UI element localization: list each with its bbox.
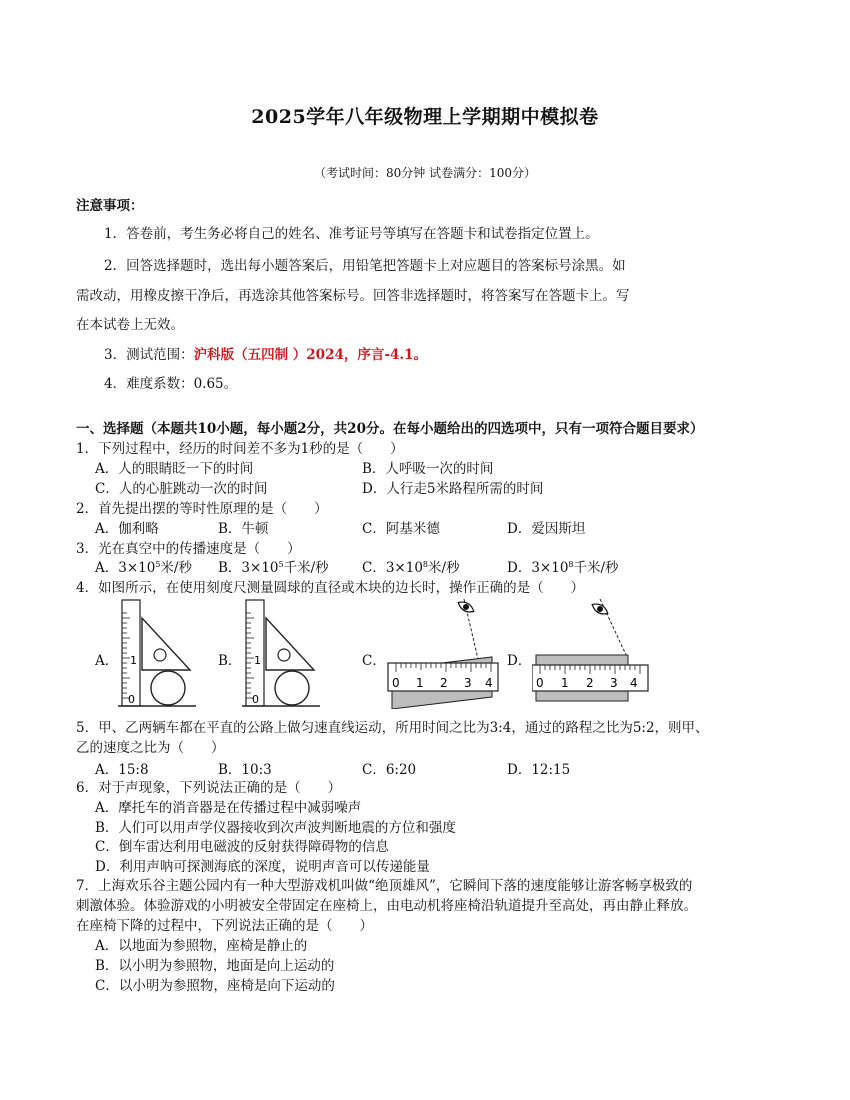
fig-c-label-2: 2: [440, 676, 448, 690]
q1-stem: 1．下列过程中，经历的时间差不多为1秒的是（ ）: [76, 441, 404, 457]
q4-option-c: C．: [362, 653, 386, 669]
q5-option-a: A．15:8: [95, 762, 149, 778]
q4-option-a: A．: [95, 653, 119, 669]
q1-option-c: C．人的心脏跳动一次的时间: [95, 481, 268, 497]
q4-figure-c: [384, 597, 502, 709]
fig-d-label-0: 0: [536, 676, 544, 690]
fig-c-label-1: 1: [416, 676, 424, 690]
fig-a-label-1: 1: [130, 654, 137, 667]
note-3-prefix: 3．测试范围：: [104, 347, 194, 363]
exam-info: （考试时间：80分钟 试卷满分：100分）: [314, 166, 536, 180]
q3-option-a: A．$3\times 10^5$米/秒: [95, 560, 192, 576]
q4-figure-a: [118, 598, 198, 710]
section-heading: 一、选择题（本题共10小题，每小题2分，共20分。在每小题给出的四选项中，只有一项符合题目要求）: [76, 421, 704, 437]
test-range: 沪科版（五四制 ）2024，序言-4.1。: [193, 347, 427, 363]
page-title: 2025学年八年级物理上学期期中模拟卷: [251, 106, 599, 128]
note-2-line-3: 在本试卷上无效。: [76, 317, 184, 333]
q4-option-d: D．: [507, 653, 532, 669]
q6-option-d: D．利用声呐可探测海底的深度，说明声音可以传递能量: [95, 859, 430, 875]
q2-option-c: C．阿基米德: [362, 521, 440, 537]
q3-option-b: B．$3\times 10^5$千米/秒: [218, 560, 329, 576]
fig-d-label-1: 1: [561, 676, 569, 690]
fig-c-label-3: 3: [464, 676, 472, 690]
q1-option-d: D．人行走5米路程所需的时间: [362, 481, 544, 497]
q4-stem: 4．如图所示，在使用刻度尺测量圆球的直径或木块的边长时，操作正确的是（ ）: [76, 580, 585, 596]
fig-b-label-1: 1: [254, 654, 261, 667]
q6-option-b: B．人们可以用声学仪器接收到次声波判断地震的方位和强度: [95, 820, 456, 836]
q1-option-a: A．人的眼睛眨一下的时间: [95, 461, 254, 477]
notes-heading: 注意事项：: [76, 198, 144, 214]
q5-option-b: B．10:3: [218, 762, 272, 778]
q6-option-a: A．摩托车的消音器是在传播过程中减弱噪声: [95, 800, 362, 816]
q7-option-a: A．以地面为参照物，座椅是静止的: [95, 938, 308, 954]
fig-d-label-3: 3: [610, 676, 618, 690]
q7-stem-line-1: 7．上海欢乐谷主题公园内有一种大型游戏机叫做“绝顶雄风”，它瞬间下落的速度能够让游客畅享极致的: [76, 878, 693, 894]
q3-stem: 3．光在真空中的传播速度是（ ）: [76, 541, 301, 557]
fig-c-label-0: 0: [392, 676, 400, 690]
q2-stem: 2．首先提出摆的等时性原理的是（ ）: [76, 501, 328, 517]
q5-option-c: C．6:20: [362, 762, 417, 778]
q5-stem-line-1: 5．甲、乙两辆车都在平直的公路上做匀速直线运动，所用时间之比为3:4，通过的路程之比为5:2，则甲、: [76, 720, 709, 736]
q2-option-a: A．伽利略: [95, 521, 159, 537]
eye-icon: [456, 599, 476, 615]
q5-stem-line-2: 乙的速度之比为（ ）: [76, 740, 225, 756]
note-1: 1．答卷前，考生务必将自己的姓名、准考证号等填写在答题卡和试卷指定位置上。: [104, 226, 599, 242]
q7-option-c: C．以小明为参照物，座椅是向下运动的: [95, 978, 335, 994]
q5-option-d: D．12:15: [507, 762, 571, 778]
q6-option-c: C．倒车雷达利用电磁波的反射获得障碍物的信息: [95, 839, 389, 855]
fig-d-label-4: 4: [630, 676, 638, 690]
fig-a-label-0: 0: [128, 693, 135, 706]
q7-stem-line-2: 刺激体验。体验游戏的小明被安全带固定在座椅上，由电动机将座椅沿轨道提升至高处，再由静止释放。: [76, 898, 697, 914]
q3-option-d: D．$3\times 10^8$千米/秒: [507, 560, 619, 576]
q4-figure-d: [532, 597, 652, 709]
q6-stem: 6．对于声现象，下列说法正确的是（ ）: [76, 780, 342, 796]
q2-option-b: B．牛顿: [218, 521, 269, 537]
q3-option-c: C．$3\times 10^8$米/秒: [362, 560, 460, 576]
fig-b-label-0: 0: [252, 693, 259, 706]
note-3: [104, 343, 427, 363]
note-4: 4．难度系数：0.65。: [104, 376, 238, 392]
q2-option-d: D．爱因斯坦: [507, 521, 586, 537]
fig-d-label-2: 2: [586, 676, 594, 690]
q7-stem-line-3: 在座椅下降的过程中，下列说法正确的是（ ）: [76, 918, 373, 934]
q1-option-b: B．人呼吸一次的时间: [362, 461, 494, 477]
q4-figure-b: [242, 598, 322, 710]
q4-option-b: B．: [218, 653, 242, 669]
note-2-line-1: 2．回答选择题时，选出每小题答案后，用铅笔把答题卡上对应题目的答案标号涂黑。如: [104, 258, 626, 274]
note-2-line-2: 需改动，用橡皮擦干净后，再选涂其他答案标号。回答非选择题时，将答案写在答题卡上。写: [76, 288, 630, 304]
q7-option-b: B．以小明为参照物，地面是向上运动的: [95, 958, 335, 974]
fig-c-label-4: 4: [485, 676, 493, 690]
